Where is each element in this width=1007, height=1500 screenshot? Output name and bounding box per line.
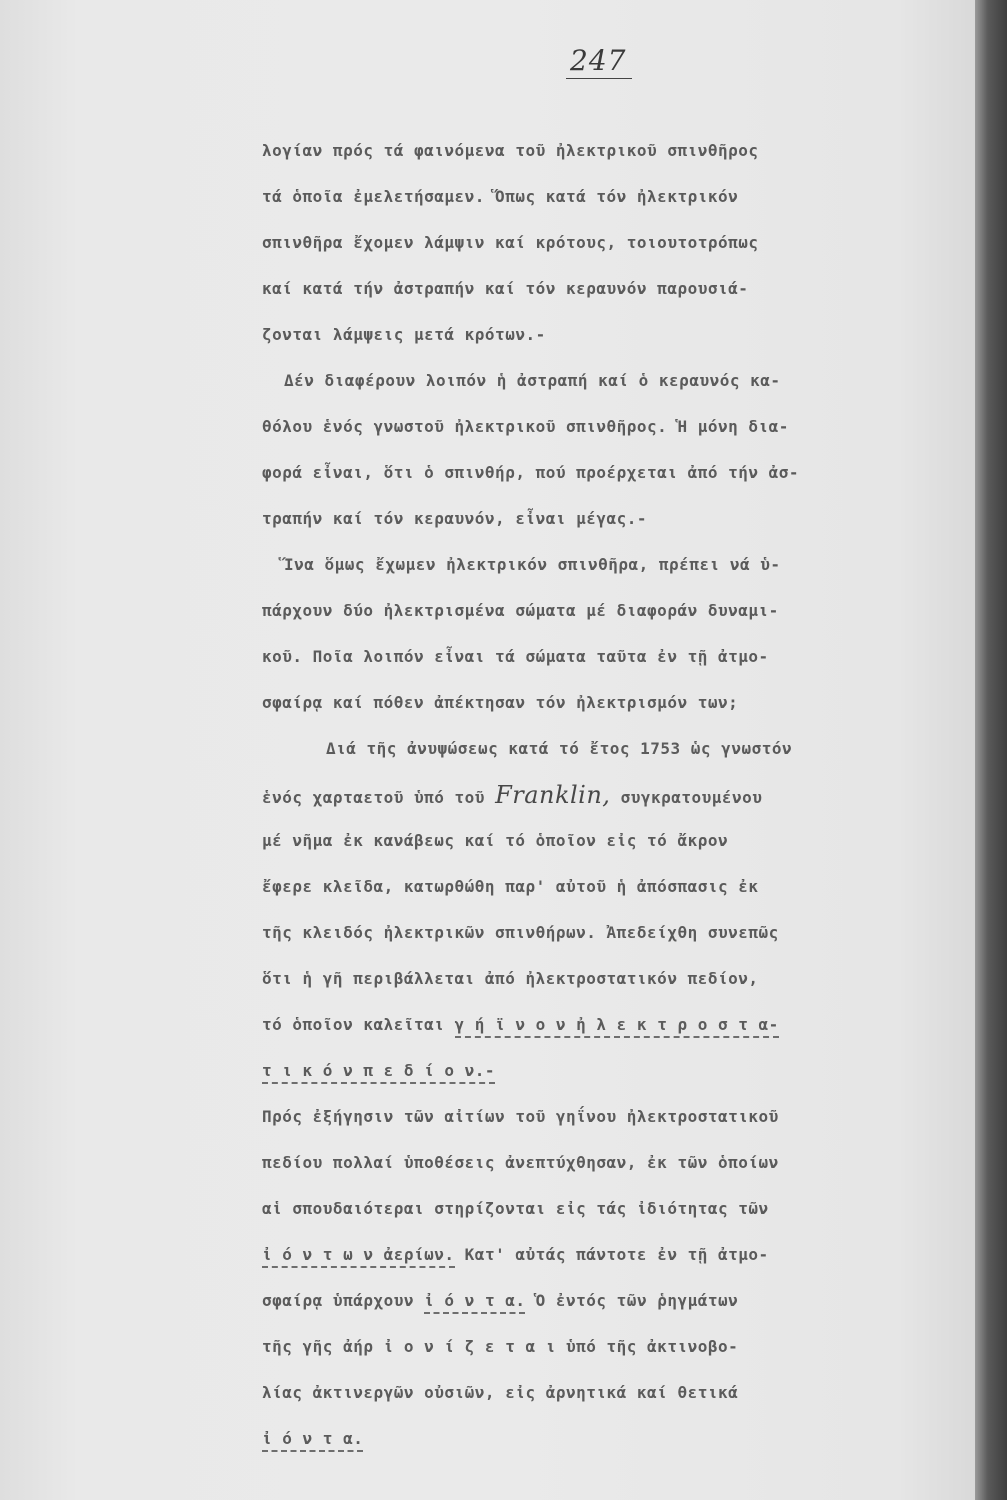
text-line: ζονται λάμψεις μετά κρότων.- (262, 325, 546, 344)
text-segment: σφαίρᾳ ὑπάρχουν (262, 1291, 414, 1310)
text-line: φορά εἶναι, ὅτι ὁ σπινθήρ, πού προέρχεται ἀπό τήν ἀσ- (262, 463, 800, 482)
text-line (262, 772, 962, 818)
text-segment: Κατ' αὐτάς πάντοτε ἐν τῇ ἀτμο- (464, 1245, 769, 1264)
text-line: καί κατά τήν ἀστραπήν καί τόν κεραυνόν παρουσιά- (262, 279, 749, 298)
text-line: τά ὁποῖα ἐμελετήσαμεν. Ὅπως κατά τόν ἠλεκτρικόν (262, 187, 739, 206)
text-line: τραπήν καί τόν κεραυνόν, εἶναι μέγας.- (262, 509, 648, 528)
text-line: σπινθῆρα ἔχομεν λάμψιν καί κρότους, τοιουτοτρόπως (262, 233, 759, 252)
text-line: Δέν διαφέρουν λοιπόν ἡ ἀστραπή καί ὁ κεραυνός κα- (284, 371, 781, 390)
text-segment: Ὁ ἐντός τῶν ῥηγμάτων (535, 1291, 739, 1310)
text-line: ὅτι ἡ γῆ περιβάλλεται ἀπό ἠλεκτροστατικόν πεδίον, (262, 969, 759, 988)
text-line (262, 1278, 962, 1324)
text-line: Πρός ἐξήγησιν τῶν αἰτίων τοῦ γηΐνου ἠλεκτροστατικοῦ (262, 1107, 779, 1126)
text-line: μέ νῆμα ἐκ κανάβεως καί τό ὁποῖον εἰς τό ἄκρον (262, 831, 729, 850)
text-line: τῆς κλειδός ἠλεκτρικῶν σπινθήρων. Ἀπεδείχθη συνεπῶς (262, 923, 779, 942)
page-number: 247 (566, 44, 632, 79)
text-line: λίας ἀκτινεργῶν οὐσιῶν, εἰς ἀρνητικά καί θετικά (262, 1383, 739, 1402)
text-line: τῆς γῆς ἀήρ ἰ ο ν ί ζ ε τ α ι ὑπό τῆς ἀκτινοβο- (262, 1337, 739, 1356)
handwritten-name: Franklin, (495, 781, 611, 809)
text-line: Διά τῆς ἀνυψώσεως κατά τό ἔτος 1753 ὡς γνωστόν (326, 739, 793, 758)
underlined-term: ἰ ό ν τ α. (424, 1291, 525, 1314)
body-text (262, 128, 962, 1462)
underlined-term: γ ή ϊ ν ο ν ἠ λ ε κ τ ρ ο σ τ α- (455, 1015, 779, 1038)
text-line: αἱ σπουδαιότεραι στηρίζονται εἰς τάς ἰδιότητας τῶν (262, 1199, 769, 1218)
text-segment: συγκρατουμένου (620, 788, 763, 807)
underlined-term: ἰ ό ν τ ω ν ἀερίων. (262, 1245, 455, 1268)
text-line: λογίαν πρός τά φαινόμενα τοῦ ἠλεκτρικοῦ σπινθῆρος (262, 141, 759, 160)
text-line: Ἵνα ὅμως ἔχωμεν ἠλεκτρικόν σπινθῆρα, πρέπει νά ὑ- (284, 555, 781, 574)
text-line: σφαίρᾳ καί πόθεν ἀπέκτησαν τόν ἠλεκτρισμόν των; (262, 693, 739, 712)
text-segment: ἑνός χαρταετοῦ ὑπό τοῦ (262, 788, 485, 807)
text-segment: τό ὁποῖον καλεῖται (262, 1015, 445, 1034)
text-line (262, 1416, 962, 1462)
text-line: ἔφερε κλεῖδα, κατωρθώθη παρ' αὐτοῦ ἡ ἀπόσπασις ἐκ (262, 877, 759, 896)
text-line: κοῦ. Ποῖα λοιπόν εἶναι τά σώματα ταῦτα ἐν τῇ ἀτμο- (262, 647, 769, 666)
text-line: πάρχουν δύο ἠλεκτρισμένα σώματα μέ διαφοράν δυναμι- (262, 601, 779, 620)
text-line (262, 1048, 962, 1094)
text-line: θόλου ἑνός γνωστοῦ ἠλεκτρικοῦ σπινθῆρος. Ἡ μόνη δια- (262, 417, 789, 436)
underlined-term: τ ι κ ό ν π ε δ ί ο ν.- (262, 1061, 495, 1084)
scan-edge (975, 0, 1007, 1500)
text-line (262, 1232, 962, 1278)
text-line: πεδίου πολλαί ὑποθέσεις ἀνεπτύχθησαν, ἐκ τῶν ὁποίων (262, 1153, 779, 1172)
text-line (262, 1002, 962, 1048)
underlined-term: ἰ ό ν τ α. (262, 1429, 363, 1452)
